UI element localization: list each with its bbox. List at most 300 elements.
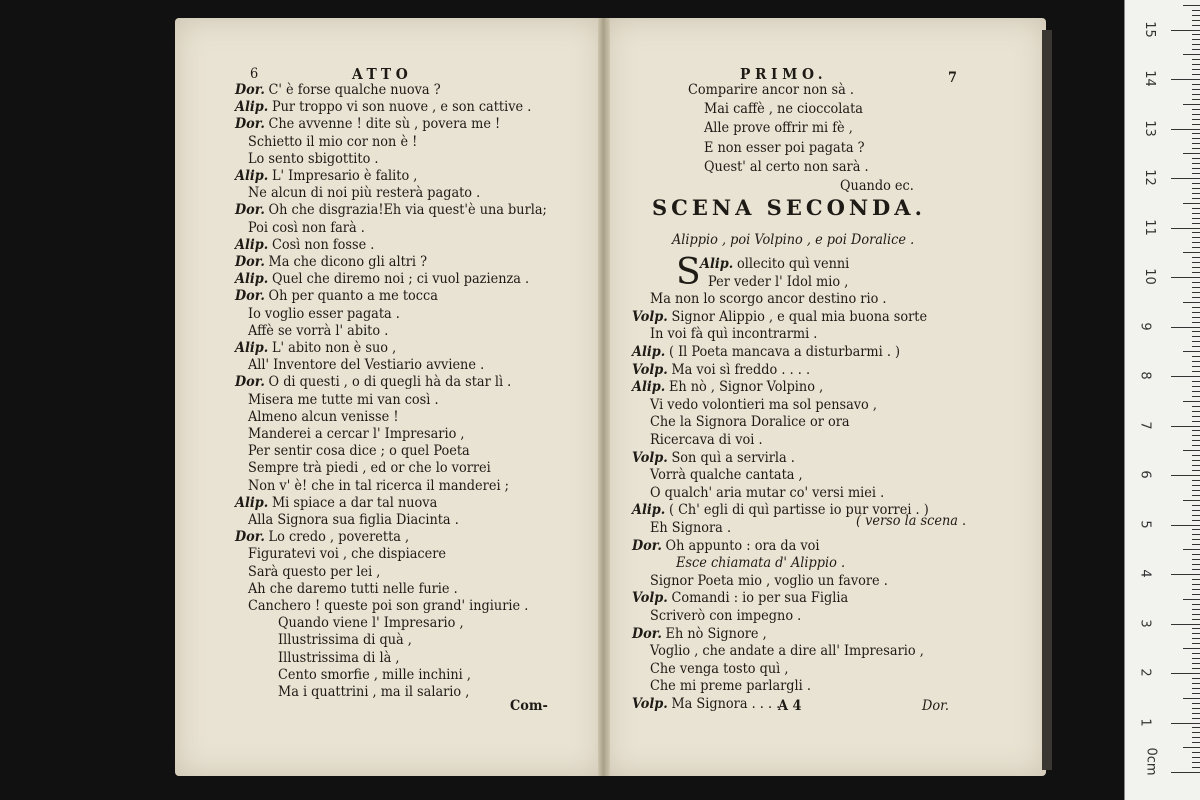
ruler-tick xyxy=(1192,490,1200,491)
ruler-number: 14 xyxy=(1141,70,1157,87)
ruler-tick xyxy=(1192,64,1200,65)
line-text: Per veder l' Idol mio , xyxy=(708,273,849,290)
ruler-tick xyxy=(1192,124,1200,125)
ruler-tick xyxy=(1192,257,1200,258)
ruler-tick xyxy=(1183,203,1200,204)
ruler-tick xyxy=(1192,614,1200,615)
ruler-tick xyxy=(1192,732,1200,733)
ruler-tick xyxy=(1192,297,1200,298)
text-line xyxy=(235,202,547,218)
speaker-label: Alip. xyxy=(700,256,734,272)
ruler-tick xyxy=(1192,416,1200,417)
ruler-tick xyxy=(1192,505,1200,506)
speaker-label: Dor. xyxy=(235,82,265,98)
line-text: Ricercava di voi . xyxy=(650,432,763,448)
ruler-number: 10 xyxy=(1141,268,1157,285)
ruler-tick xyxy=(1171,723,1200,724)
ruler-tick xyxy=(1192,643,1200,644)
ruler-tick xyxy=(1183,5,1200,6)
line-text: Ah che daremo tutti nelle furie . xyxy=(248,580,458,597)
ruler-tick xyxy=(1192,25,1200,26)
ruler-tick xyxy=(1192,307,1200,308)
ruler-tick xyxy=(1192,455,1200,456)
text-line xyxy=(278,684,469,700)
ruler-tick xyxy=(1192,292,1200,293)
text-line xyxy=(248,478,509,494)
text-line xyxy=(632,344,900,360)
ruler-tick xyxy=(1192,69,1200,70)
line-text: Illustrissima di quà , xyxy=(278,632,412,649)
ruler-tick xyxy=(1192,336,1200,337)
ruler-tick xyxy=(1171,178,1200,179)
text-line xyxy=(650,414,850,430)
ruler-tick xyxy=(1183,302,1200,303)
ruler-tick xyxy=(1192,703,1200,704)
ruler-tick xyxy=(1192,366,1200,367)
ruler-tick xyxy=(1192,173,1200,174)
text-line xyxy=(278,667,471,683)
line-text: Misera me tutte mi van così . xyxy=(248,391,439,408)
line-text: Ma Signora . . . . xyxy=(671,696,781,712)
line-text: ( Ch' egli di quì partisse io pur vorrei . ) xyxy=(668,502,929,519)
ruler-tick xyxy=(1192,663,1200,664)
line-text: Lo credo , poveretta , xyxy=(268,529,410,546)
ruler-tick xyxy=(1192,678,1200,679)
ruler-tick xyxy=(1192,148,1200,149)
speaker-label: Volp. xyxy=(632,308,668,325)
text-line xyxy=(632,696,780,712)
speaker-label: Alip. xyxy=(235,340,269,356)
ruler-tick xyxy=(1183,698,1200,699)
ruler-tick xyxy=(1183,252,1200,253)
ruler-tick xyxy=(1192,10,1200,11)
line-text: Alla Signora sua figlia Diacinta . xyxy=(248,512,459,528)
text-line xyxy=(278,650,399,666)
ruler-tick xyxy=(1171,277,1200,278)
ruler-tick xyxy=(1192,445,1200,446)
line-text: Quel che diremo noi ; ci vuol pazienza . xyxy=(271,271,530,288)
ruler-tick xyxy=(1192,544,1200,545)
line-text: Figuratevi voi , che dispiacere xyxy=(248,546,447,563)
ruler-tick xyxy=(1192,440,1200,441)
ruler-tick xyxy=(1192,39,1200,40)
ruler-tick xyxy=(1171,30,1200,31)
text-line xyxy=(235,271,529,287)
text-line xyxy=(248,598,528,614)
text-line xyxy=(840,178,914,194)
ruler-number: 12 xyxy=(1141,169,1157,186)
ruler-tick xyxy=(1171,772,1200,773)
ruler-tick xyxy=(1192,633,1200,634)
ruler-tick xyxy=(1192,94,1200,95)
text-line xyxy=(650,520,731,536)
line-text: Così non fosse . xyxy=(271,236,375,253)
ruler-tick xyxy=(1192,262,1200,263)
ruler-tick xyxy=(1192,361,1200,362)
ruler-tick xyxy=(1192,198,1200,199)
text-line xyxy=(278,615,464,631)
text-line xyxy=(278,632,412,648)
line-text: O di questi , o di quegli hà da star lì . xyxy=(268,374,512,391)
line-text: Sarà questo per lei , xyxy=(248,563,381,580)
text-line xyxy=(700,256,849,272)
ruler-tick xyxy=(1192,237,1200,238)
line-text: Eh nò Signore , xyxy=(665,625,767,642)
ruler-tick xyxy=(1171,228,1200,229)
line-text: Pur troppo vi son nuove , e son cattive . xyxy=(271,99,532,116)
ruler-tick xyxy=(1192,520,1200,521)
book-gutter xyxy=(598,18,610,776)
text-line xyxy=(632,590,848,606)
line-text: Non v' è! che in tal ricerca il manderei ; xyxy=(248,477,510,494)
line-text: Oh per quanto a me tocca xyxy=(268,288,438,305)
ruler-tick xyxy=(1192,713,1200,714)
ruler-tick xyxy=(1192,213,1200,214)
stage-direction: ( verso la scena . xyxy=(856,513,967,529)
ruler-tick xyxy=(1183,450,1200,451)
ruler-tick xyxy=(1183,599,1200,600)
ruler-tick xyxy=(1192,391,1200,392)
ruler-tick xyxy=(1192,381,1200,382)
ruler-tick xyxy=(1183,153,1200,154)
text-line xyxy=(650,291,887,307)
speaker-label: Alip. xyxy=(235,99,269,116)
ruler-tick xyxy=(1183,401,1200,402)
ruler-tick xyxy=(1192,282,1200,283)
text-line xyxy=(235,340,396,356)
ruler-tick xyxy=(1192,594,1200,595)
ruler-tick xyxy=(1192,554,1200,555)
text-line xyxy=(650,608,801,624)
line-text: Quando viene l' Impresario , xyxy=(278,615,464,632)
line-text: L' abito non è suo , xyxy=(271,340,397,356)
ruler-tick xyxy=(1192,421,1200,422)
line-text: Scriverò con impegno . xyxy=(650,608,802,624)
ruler-tick xyxy=(1192,247,1200,248)
text-line xyxy=(650,432,763,448)
line-text: Mai caffè , ne cioccolata xyxy=(704,101,863,118)
ruler-number: 15 xyxy=(1141,20,1157,38)
ruler-tick xyxy=(1192,510,1200,511)
ruler-number: 8 xyxy=(1137,371,1153,380)
ruler-unit-label: 0cm xyxy=(1143,747,1159,776)
ruler-tick xyxy=(1192,44,1200,45)
speaker-label: Alip. xyxy=(235,168,269,184)
speaker-label: Dor. xyxy=(632,625,662,642)
ruler-tick xyxy=(1192,59,1200,60)
line-text: Quando ec. xyxy=(840,178,914,194)
text-line xyxy=(248,581,458,597)
text-line xyxy=(704,140,865,156)
ruler-number: 2 xyxy=(1137,668,1153,677)
ruler-tick xyxy=(1192,356,1200,357)
text-line xyxy=(235,495,437,511)
ruler-tick xyxy=(1192,683,1200,684)
ruler-tick xyxy=(1192,143,1200,144)
text-line xyxy=(650,326,817,342)
ruler-tick xyxy=(1192,74,1200,75)
line-text: Ma che dicono gli altri ? xyxy=(268,254,428,270)
ruler-tick xyxy=(1192,272,1200,273)
ruler-number: 6 xyxy=(1137,470,1153,479)
ruler-tick xyxy=(1192,267,1200,268)
text-line xyxy=(650,397,877,413)
line-text: L' Impresario è falito , xyxy=(271,168,418,184)
ruler-tick xyxy=(1183,104,1200,105)
ruler-tick xyxy=(1192,569,1200,570)
ruler-tick xyxy=(1192,109,1200,110)
line-text: Ma non lo scorgo ancor destino rio . xyxy=(650,291,887,308)
ruler-tick xyxy=(1183,747,1200,748)
line-text: Cento smorfie , mille inchini , xyxy=(278,666,471,683)
line-text: Che avvenne ! dite sù , povera me ! xyxy=(268,116,501,133)
line-text: Che venga tosto quì , xyxy=(650,660,789,677)
ruler-tick xyxy=(1192,322,1200,323)
ruler-tick xyxy=(1192,693,1200,694)
text-line xyxy=(650,485,884,501)
ruler-tick xyxy=(1192,708,1200,709)
text-line xyxy=(235,529,409,545)
line-text: Che la Signora Doralice or ora xyxy=(650,414,850,431)
speaker-label: Dor. xyxy=(235,529,265,546)
line-text: In voi fà quì incontrarmi . xyxy=(650,326,818,343)
ruler-tick xyxy=(1192,317,1200,318)
ruler-tick xyxy=(1171,327,1200,328)
text-line xyxy=(248,460,491,476)
ruler-tick xyxy=(1192,752,1200,753)
ruler-tick xyxy=(1171,673,1200,674)
ruler-tick xyxy=(1192,223,1200,224)
ruler-tick xyxy=(1192,15,1200,16)
scene-heading: SCENA SECONDA. xyxy=(652,195,926,220)
text-line xyxy=(632,538,820,554)
ruler-tick xyxy=(1192,653,1200,654)
ruler-tick xyxy=(1192,346,1200,347)
ruler-tick xyxy=(1192,534,1200,535)
speaker-label: Dor. xyxy=(235,288,265,305)
ruler-tick xyxy=(1192,193,1200,194)
ruler-tick xyxy=(1192,163,1200,164)
ruler-tick xyxy=(1192,99,1200,100)
ruler-number: 9 xyxy=(1137,321,1153,331)
line-text: Ma voi sì freddo . . . . xyxy=(671,361,811,378)
ruler-tick xyxy=(1183,648,1200,649)
line-text: Quest' al certo non sarà . xyxy=(704,158,869,175)
page-edge xyxy=(1042,30,1052,770)
line-text: Oh appunto : ora da voi xyxy=(665,537,820,554)
line-text: Ma i quattrini , ma il salario , xyxy=(278,684,470,700)
line-text: Illustrissima di là , xyxy=(278,649,400,666)
text-line xyxy=(650,573,888,589)
ruler-tick xyxy=(1192,718,1200,719)
ruler-tick xyxy=(1192,435,1200,436)
text-line xyxy=(235,168,417,184)
left-page-number: 6 xyxy=(250,66,259,82)
text-line xyxy=(235,237,374,253)
line-text: Lo sento sbigottito . xyxy=(248,150,379,167)
speaker-label: Dor. xyxy=(632,537,662,554)
text-line xyxy=(704,159,869,175)
text-line xyxy=(248,185,480,201)
ruler-tick xyxy=(1192,183,1200,184)
ruler-tick xyxy=(1171,475,1200,476)
drop-cap: S xyxy=(676,252,701,293)
line-text: E non esser poi pagata ? xyxy=(704,139,865,156)
ruler-tick xyxy=(1192,529,1200,530)
speaker-label: Dor. xyxy=(235,202,265,219)
text-line xyxy=(248,306,400,322)
ruler-tick xyxy=(1183,351,1200,352)
ruler-number: 7 xyxy=(1137,420,1153,430)
speaker-label: Volp. xyxy=(632,361,668,378)
right-catchword: Dor. xyxy=(922,698,949,714)
text-line xyxy=(235,288,438,304)
ruler-tick xyxy=(1192,312,1200,313)
ruler-tick xyxy=(1192,628,1200,629)
ruler-tick xyxy=(1192,114,1200,115)
ruler-tick xyxy=(1192,539,1200,540)
ruler-number: 13 xyxy=(1141,119,1157,137)
text-line xyxy=(235,374,511,390)
ruler-tick xyxy=(1192,232,1200,233)
ruler-tick xyxy=(1192,658,1200,659)
text-line xyxy=(704,101,863,117)
speaker-label: Alip. xyxy=(235,236,269,253)
ruler-tick xyxy=(1192,757,1200,758)
text-line xyxy=(632,362,810,378)
line-text: Manderei a cercar l' Impresario , xyxy=(248,426,465,442)
line-text: ollecito quì venni xyxy=(736,256,850,272)
text-line xyxy=(248,323,388,339)
ruler-tick xyxy=(1171,79,1200,80)
right-running-head: PRIMO. xyxy=(740,65,828,83)
line-text: Sempre trà piedi , ed or che lo vorrei xyxy=(248,460,491,477)
speaker-label: Alip. xyxy=(632,379,666,396)
text-line xyxy=(248,409,399,425)
ruler-tick xyxy=(1192,396,1200,397)
text-line xyxy=(632,450,795,466)
ruler-tick xyxy=(1192,485,1200,486)
line-text: Almeno alcun venisse ! xyxy=(248,408,399,425)
line-text: Affè se vorrà l' abito . xyxy=(248,322,389,339)
line-text: Alle prove offrir mi fè , xyxy=(704,120,853,137)
ruler-tick xyxy=(1192,460,1200,461)
line-text: Canchero ! queste poi son grand' ingiurie . xyxy=(248,598,529,614)
signature-mark: A 4 xyxy=(778,698,802,714)
text-line xyxy=(235,82,441,98)
ruler-tick xyxy=(1192,188,1200,189)
line-text: Vorrà qualche cantata , xyxy=(650,467,803,484)
text-line xyxy=(248,512,459,528)
text-line xyxy=(632,309,927,325)
ruler-tick xyxy=(1192,604,1200,605)
ruler-tick xyxy=(1192,242,1200,243)
ruler-tick xyxy=(1192,411,1200,412)
ruler-tick xyxy=(1192,20,1200,21)
speaker-label: Dor. xyxy=(235,116,265,133)
text-line xyxy=(704,120,853,136)
text-line xyxy=(248,443,470,459)
ruler-tick xyxy=(1192,287,1200,288)
text-line xyxy=(248,392,439,408)
text-line xyxy=(248,151,379,167)
speaker-label: Dor. xyxy=(235,254,265,270)
ruler-tick xyxy=(1192,138,1200,139)
line-text: All' Inventore del Vestiario avviene . xyxy=(248,357,485,374)
speaker-label: Volp. xyxy=(632,696,668,712)
left-running-head: ATTO xyxy=(352,65,413,83)
ruler-tick xyxy=(1192,470,1200,471)
ruler-tick xyxy=(1192,619,1200,620)
line-text: O qualch' aria mutar co' versi miei . xyxy=(650,484,885,501)
ruler-tick xyxy=(1192,331,1200,332)
ruler-tick xyxy=(1192,49,1200,50)
ruler-tick xyxy=(1192,742,1200,743)
line-text: Son quì a servirla . xyxy=(671,449,795,466)
ruler-number: 1 xyxy=(1137,717,1153,727)
text-line xyxy=(235,254,427,270)
text-line xyxy=(248,357,484,373)
text-line xyxy=(650,643,924,659)
line-text: Voglio , che andate a dire all' Impresario , xyxy=(650,643,924,660)
ruler-tick xyxy=(1192,158,1200,159)
ruler-tick xyxy=(1192,589,1200,590)
text-line xyxy=(248,134,417,150)
line-text: Oh che disgrazia!Eh via quest'è una burla; xyxy=(268,202,547,219)
ruler-tick xyxy=(1171,376,1200,377)
ruler-tick xyxy=(1192,579,1200,580)
ruler-tick xyxy=(1192,89,1200,90)
ruler-number: 11 xyxy=(1141,218,1157,236)
line-text: Vi vedo volontieri ma sol pensavo , xyxy=(650,396,878,413)
ruler-number: 5 xyxy=(1137,519,1153,529)
line-text: Io voglio esser pagata . xyxy=(248,305,400,322)
line-text: Signor Alippio , e qual mia buona sorte xyxy=(671,308,928,325)
ruler-tick xyxy=(1192,727,1200,728)
speaker-label: Alip. xyxy=(235,494,269,511)
ruler-tick xyxy=(1192,218,1200,219)
ruler-tick xyxy=(1192,341,1200,342)
ruler-tick xyxy=(1192,430,1200,431)
ruler-tick xyxy=(1192,495,1200,496)
line-text: Che mi preme parlargli . xyxy=(650,678,811,695)
text-line xyxy=(248,546,446,562)
line-text: C' è forse qualche nuova ? xyxy=(268,82,441,98)
line-text: Eh Signora . xyxy=(650,520,732,536)
speaker-label: Alip. xyxy=(235,271,269,288)
ruler-tick xyxy=(1192,762,1200,763)
speaker-label: Volp. xyxy=(632,590,668,607)
ruler-tick xyxy=(1183,500,1200,501)
speaker-label: Alip. xyxy=(632,502,666,519)
line-text: ( Il Poeta mancava a disturbarmi . ) xyxy=(668,344,901,360)
text-line xyxy=(248,220,365,236)
ruler-tick xyxy=(1192,208,1200,209)
line-text: Poi così non farà . xyxy=(248,219,365,236)
line-text: Ne alcun di noi più resterà pagato . xyxy=(248,185,481,202)
scene-characters: Alippio , poi Volpino , e poi Doralice . xyxy=(672,232,915,248)
text-line xyxy=(650,678,811,694)
ruler-tick xyxy=(1192,119,1200,120)
ruler-tick xyxy=(1171,426,1200,427)
ruler-tick xyxy=(1183,54,1200,55)
ruler-tick xyxy=(1171,525,1200,526)
ruler-tick xyxy=(1183,549,1200,550)
ruler-tick xyxy=(1192,386,1200,387)
text-line xyxy=(248,426,465,442)
text-line xyxy=(708,274,848,290)
line-text: Per sentir cosa dice ; o quel Poeta xyxy=(248,443,470,460)
